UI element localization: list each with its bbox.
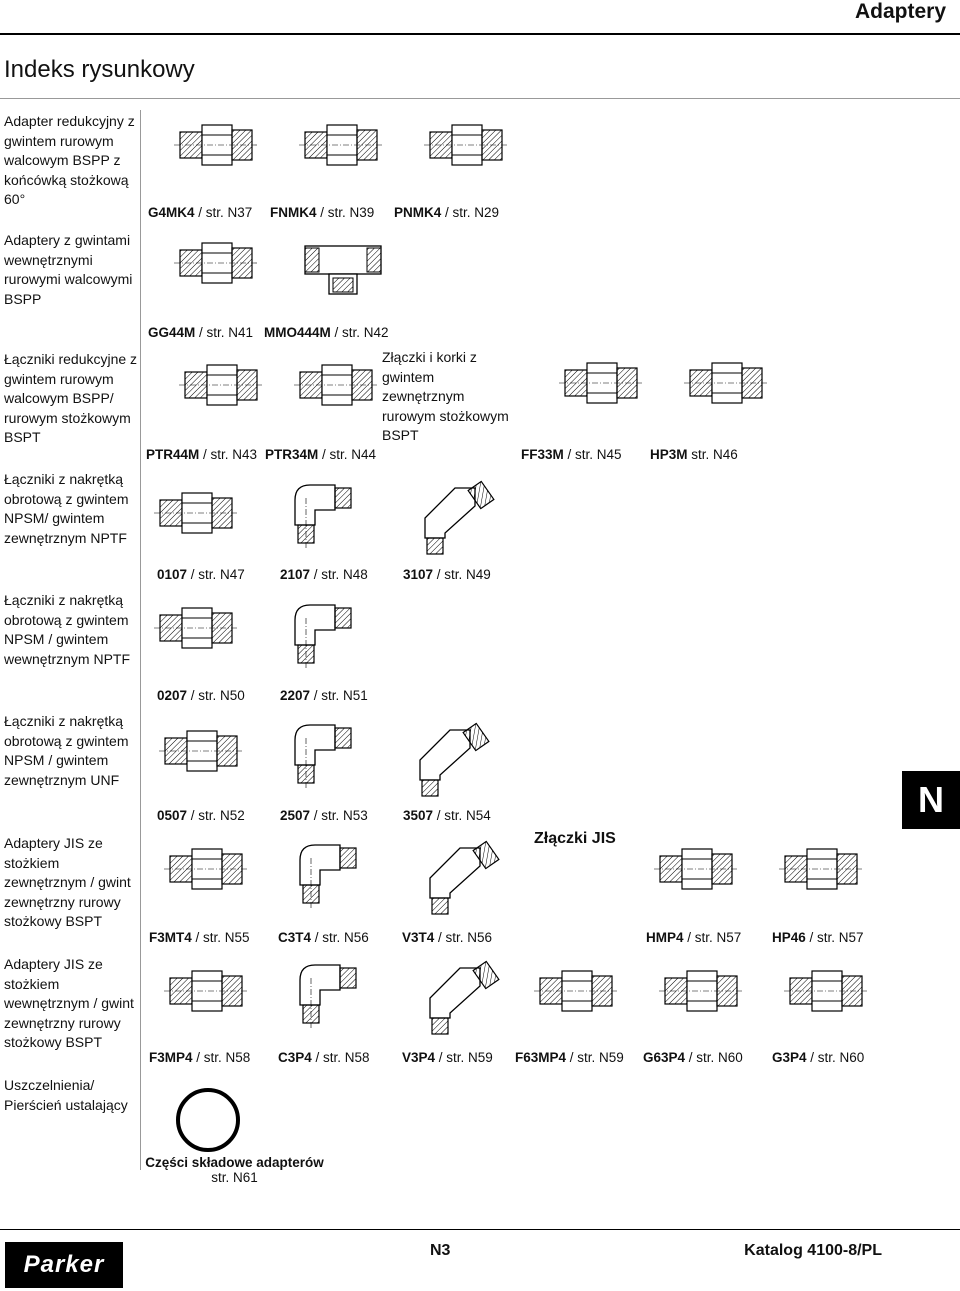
elbow-drawing — [290, 600, 360, 670]
category-label: Adaptery JIS ze stożkiem zewnętrznym / gwint zewnętrzny rurowy stożkowy BSPT — [4, 835, 131, 929]
angle-drawing — [420, 958, 500, 1038]
figure-caption: HP3M str. N46 — [650, 447, 738, 462]
adapter-drawing — [660, 846, 740, 892]
figure-caption: HMP4 / str. N57 — [646, 930, 742, 945]
adapter-drawing — [165, 728, 245, 774]
section-tab: N — [902, 771, 960, 829]
elbow-drawing — [290, 480, 360, 550]
figure-caption: V3T4 / str. N56 — [402, 930, 493, 945]
figure-caption: 3107 / str. N49 — [403, 567, 491, 582]
footer-rule — [0, 1229, 960, 1230]
figure-caption: C3T4 / str. N56 — [278, 930, 369, 945]
adapter-drawing — [185, 362, 265, 408]
adapter-drawing — [430, 122, 510, 168]
header-rule — [0, 33, 960, 35]
figure-caption: GG44M / str. N41 — [148, 325, 254, 340]
parker-logo: Parker — [5, 1242, 123, 1288]
figure-caption: V3P4 / str. N59 — [402, 1050, 493, 1065]
page-title: Indeks rysunkowy — [4, 56, 195, 83]
category-label: Łączniki z nakrętką obrotową z gwintem NPSM/ gwintem zewnętrznym NPTF — [4, 471, 129, 546]
adapter-drawing — [565, 360, 645, 406]
elbow-drawing — [295, 840, 365, 910]
adapter-drawing — [540, 968, 620, 1014]
section-title: Adaptery — [854, 0, 946, 23]
category-label: Łączniki z nakrętką obrotową z gwintem NPSM / gwintem zewnętrznym UNF — [4, 713, 129, 788]
adapter-drawing — [665, 968, 745, 1014]
adapter-drawing — [305, 122, 385, 168]
category-label: Łączniki z nakrętką obrotową z gwintem NPSM / gwintem wewnętrznym NPTF — [4, 592, 131, 667]
figure-caption: FNMK4 / str. N39 — [270, 205, 375, 220]
angle-drawing — [415, 478, 495, 558]
figure-caption: 2507 / str. N53 — [280, 808, 368, 823]
figure-caption: 3507 / str. N54 — [403, 808, 491, 823]
seal-ring-drawing — [176, 1088, 240, 1152]
angle-drawing — [410, 720, 490, 800]
adapter-drawing — [160, 605, 240, 651]
figure-caption: F63MP4 / str. N59 — [515, 1050, 624, 1065]
figure-caption: 2207 / str. N51 — [280, 688, 368, 703]
angle-drawing — [420, 838, 500, 918]
adapter-drawing — [785, 846, 865, 892]
column-divider — [140, 110, 141, 1170]
adapter-drawing — [170, 846, 250, 892]
figure-caption: 0107 / str. N47 — [157, 567, 245, 582]
tee-drawing — [305, 238, 385, 298]
category-label: Adaptery JIS ze stożkiem wewnętrznym / gwint zewnętrzny rurowy stożkowy BSPT — [4, 956, 134, 1050]
adapter-drawing — [300, 362, 380, 408]
category-label: Łączniki redukcyjne z gwintem rurowym walcowym BSPP/ rurowym stożkowym BSPT — [4, 351, 138, 445]
title-rule — [0, 98, 960, 99]
figure-caption: G4MK4 / str. N37 — [148, 205, 253, 220]
adapter-drawing — [170, 968, 250, 1014]
figure-caption: C3P4 / str. N58 — [278, 1050, 370, 1065]
figure-caption: MMO444M / str. N42 — [264, 325, 389, 340]
figure-caption: F3MP4 / str. N58 — [149, 1050, 251, 1065]
figure-caption: 0507 / str. N52 — [157, 808, 245, 823]
adapter-drawing — [180, 240, 260, 286]
category-label: Uszczelnienia/ Pierścień ustalający — [4, 1077, 128, 1113]
adapter-drawing — [160, 490, 240, 536]
category-label: Adaptery z gwintami wewnętrznymi rurowymi walcowymi BSPP — [4, 232, 133, 307]
figure-caption: FF33M / str. N45 — [521, 447, 622, 462]
adapter-drawing — [180, 122, 260, 168]
adapter-drawing — [690, 360, 770, 406]
jis-heading: Złączki JIS — [534, 830, 616, 847]
category-label: Adapter redukcyjny z gwintem rurowym walcowym BSPP z końcówką stożkową 60° — [4, 113, 135, 207]
figure-caption: 2107 / str. N48 — [280, 567, 368, 582]
figure-caption: F3MT4 / str. N55 — [149, 930, 250, 945]
catalog-number: Katalog 4100-8/PL — [744, 1242, 882, 1259]
figure-caption: HP46 / str. N57 — [772, 930, 864, 945]
figure-caption: G3P4 / str. N60 — [772, 1050, 865, 1065]
adapter-drawing — [790, 968, 870, 1014]
subcategory-label: Złączki i korki z gwintem zewnętrznym rurowym stożkowym BSPT — [382, 349, 509, 443]
parts-caption: Części składowe adapterów str. N61 — [145, 1155, 324, 1185]
elbow-drawing — [290, 720, 360, 790]
figure-caption: PTR34M / str. N44 — [265, 447, 377, 462]
figure-caption: G63P4 / str. N60 — [643, 1050, 743, 1065]
figure-caption: 0207 / str. N50 — [157, 688, 245, 703]
figure-caption: PTR44M / str. N43 — [146, 447, 258, 462]
figure-caption: PNMK4 / str. N29 — [394, 205, 500, 220]
page-number: N3 — [430, 1242, 451, 1259]
elbow-drawing — [295, 960, 365, 1030]
